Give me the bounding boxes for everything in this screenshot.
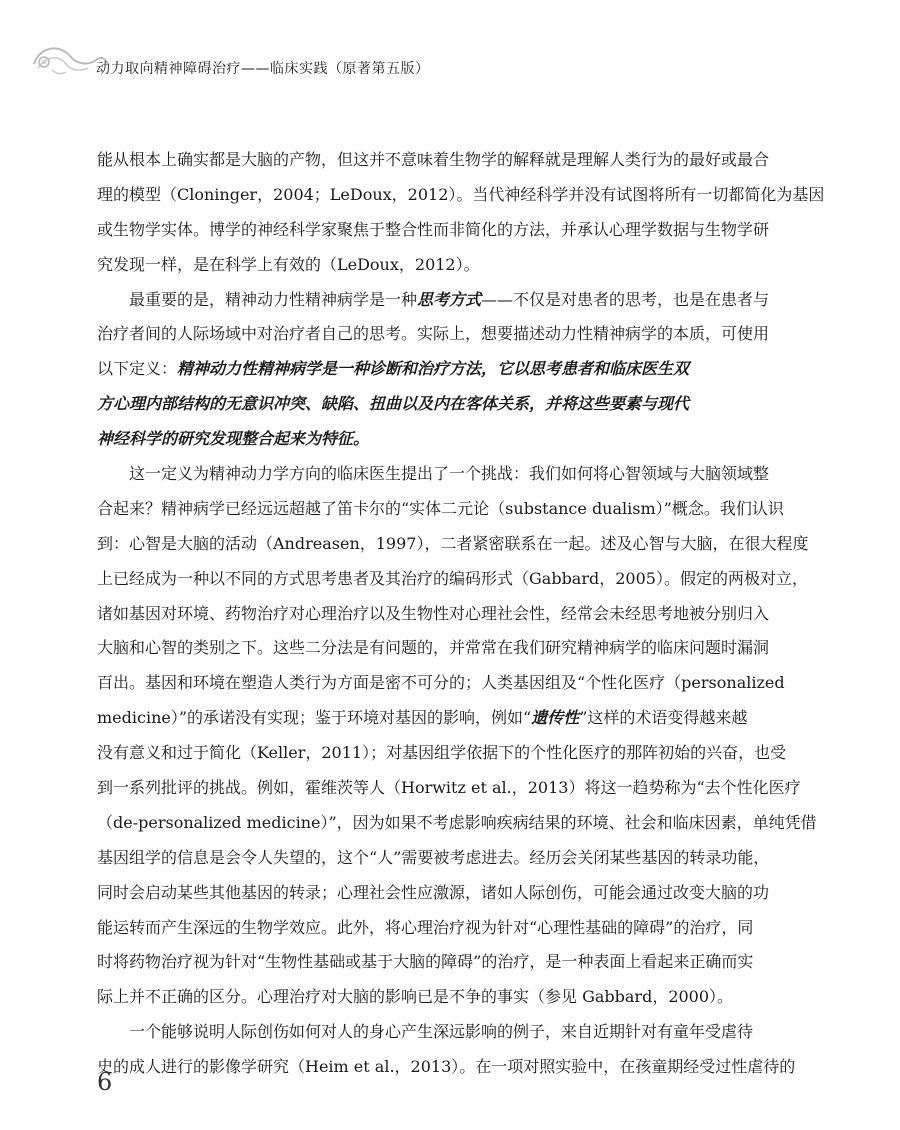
text-line: 没有意义和过于简化（Keller，2011）；对基因组学依据下的个性化医疗的那阵初始的兴奋，也受 [97,743,787,763]
text-fragment: 最重要的是，精神动力性精神病学是一种 [129,289,418,309]
running-head: 动力取向精神障碍治疗——临床实践（原著第五版） [96,61,430,77]
text-line: 这一定义为精神动力学方向的临床医生提出了一个挑战：我们如何将心智领域与大脑领域整 [129,464,770,484]
text-line: 或生物学实体。博学的神经科学家聚焦于整合性而非简化的方法，并承认心理学数据与生物学研 [97,219,770,239]
text-line [97,283,801,318]
emphasis-text: 思考方式 [417,289,482,309]
text-line: 一个能够说明人际创伤如何对人的身心产生深远影响的例子，来自近期针对有童年受虐待 [129,1022,754,1042]
text-line: 究发现一样，是在科学上有效的（LeDoux，2012）。 [97,254,480,274]
body-text [97,143,825,1085]
text-line: 治疗者间的人际场域中对治疗者自己的思考。实际上，想要描述动力性精神病学的本质，可使用 [97,324,770,344]
text-line: 时将药物治疗视为针对“生物性基础或基于大脑的障碍”的治疗，是一种表面上看起来正确而实 [97,952,754,972]
emphasis-line: 方心理内部结构的无意识冲突、缺陷、扭曲以及内在客体关系，并将这些要素与现代 [97,394,690,414]
text-line: 大脑和心智的类别之下。这些二分法是有问题的，并常常在我们研究精神病学的临床问题时漏洞 [97,638,770,658]
text-fragment: ”这样的术语变得越来越 [579,708,748,728]
text-line: 能从根本上确实都是大脑的产物，但这并不意味着生物学的解释就是理解人类行为的最好或最合 [97,150,770,169]
text-line: 诸如基因对环境、药物治疗对心理治疗以及生物性对心理社会性，经常会未经思考地被分别归入 [97,603,770,623]
text-line: 合起来？精神病学已经远远超越了笛卡尔的“实体二元论（substance dualism）”概念。我们认识 [97,498,784,518]
text-line: 能运转而产生深远的生物学效应。此外，将心理治疗视为针对“心理性基础的障碍”的治疗，同 [97,917,754,937]
text-line: （de-personalized medicine）”，因为如果不考虑影响疾病结果的环境、社会和临床因素，单纯凭借 [97,812,817,832]
text-fragment: medicine）”的承诺没有实现；鉴于环境对基因的影响，例如“ [97,708,532,728]
text-fragment: 以下定义： [97,359,178,379]
text-line: 理的模型（Cloninger，2004；LeDoux，2012）。当代神经科学并没有试图将所有一切都简化为基因 [97,184,825,204]
text-line: 上已经成为一种以不同的方式思考患者及其治疗的编码形式（Gabbard，2005）。假定的两极对立， [97,568,808,588]
emphasis-text: 精神动力性精神病学是一种诊断和治疗方法，它以思考患者和临床医生双 [177,359,690,379]
text-line: 际上并不正确的区分。心理治疗对大脑的影响已是不争的事实（参见 Gabbard，2000）。 [97,987,734,1007]
text-line: 史的成人进行的影像学研究（Heim et al.，2013）。在一项对照实验中，在孩童期经受过性虐待的 [97,1057,796,1077]
page-header [0,0,900,100]
text-line: 同时会启动某些其他基因的转录；心理社会性应激源，诸如人际创伤，可能会通过改变大脑的功 [97,882,770,902]
emphasis-text: 遗传性 [531,708,580,728]
text-fragment: ——不仅是对患者的思考，也是在患者与 [481,289,770,309]
text-line: 到一系列批评的挑战。例如，霍维茨等人（Horwitz et al.，2013）将这一趋势称为“去个性化医疗 [97,778,801,798]
page-number: 6 [97,1068,113,1096]
text-line: 到：心智是大脑的活动（Andreasen，1997），二者紧密联系在一起。述及心智与大脑，在很大程度 [97,533,809,553]
text-line [97,701,801,736]
text-line: 百出。基因和环境在塑造人类行为方面是密不可分的；人类基因组及“个性化医疗（personalized [97,673,785,693]
text-line [97,352,801,387]
emphasis-line: 神经科学的研究发现整合起来为特征。 [97,429,370,449]
text-line: 基因组学的信息是会令人失望的，这个“人”需要被考虑进去。经历会关闭某些基因的转录功能， [97,847,770,867]
